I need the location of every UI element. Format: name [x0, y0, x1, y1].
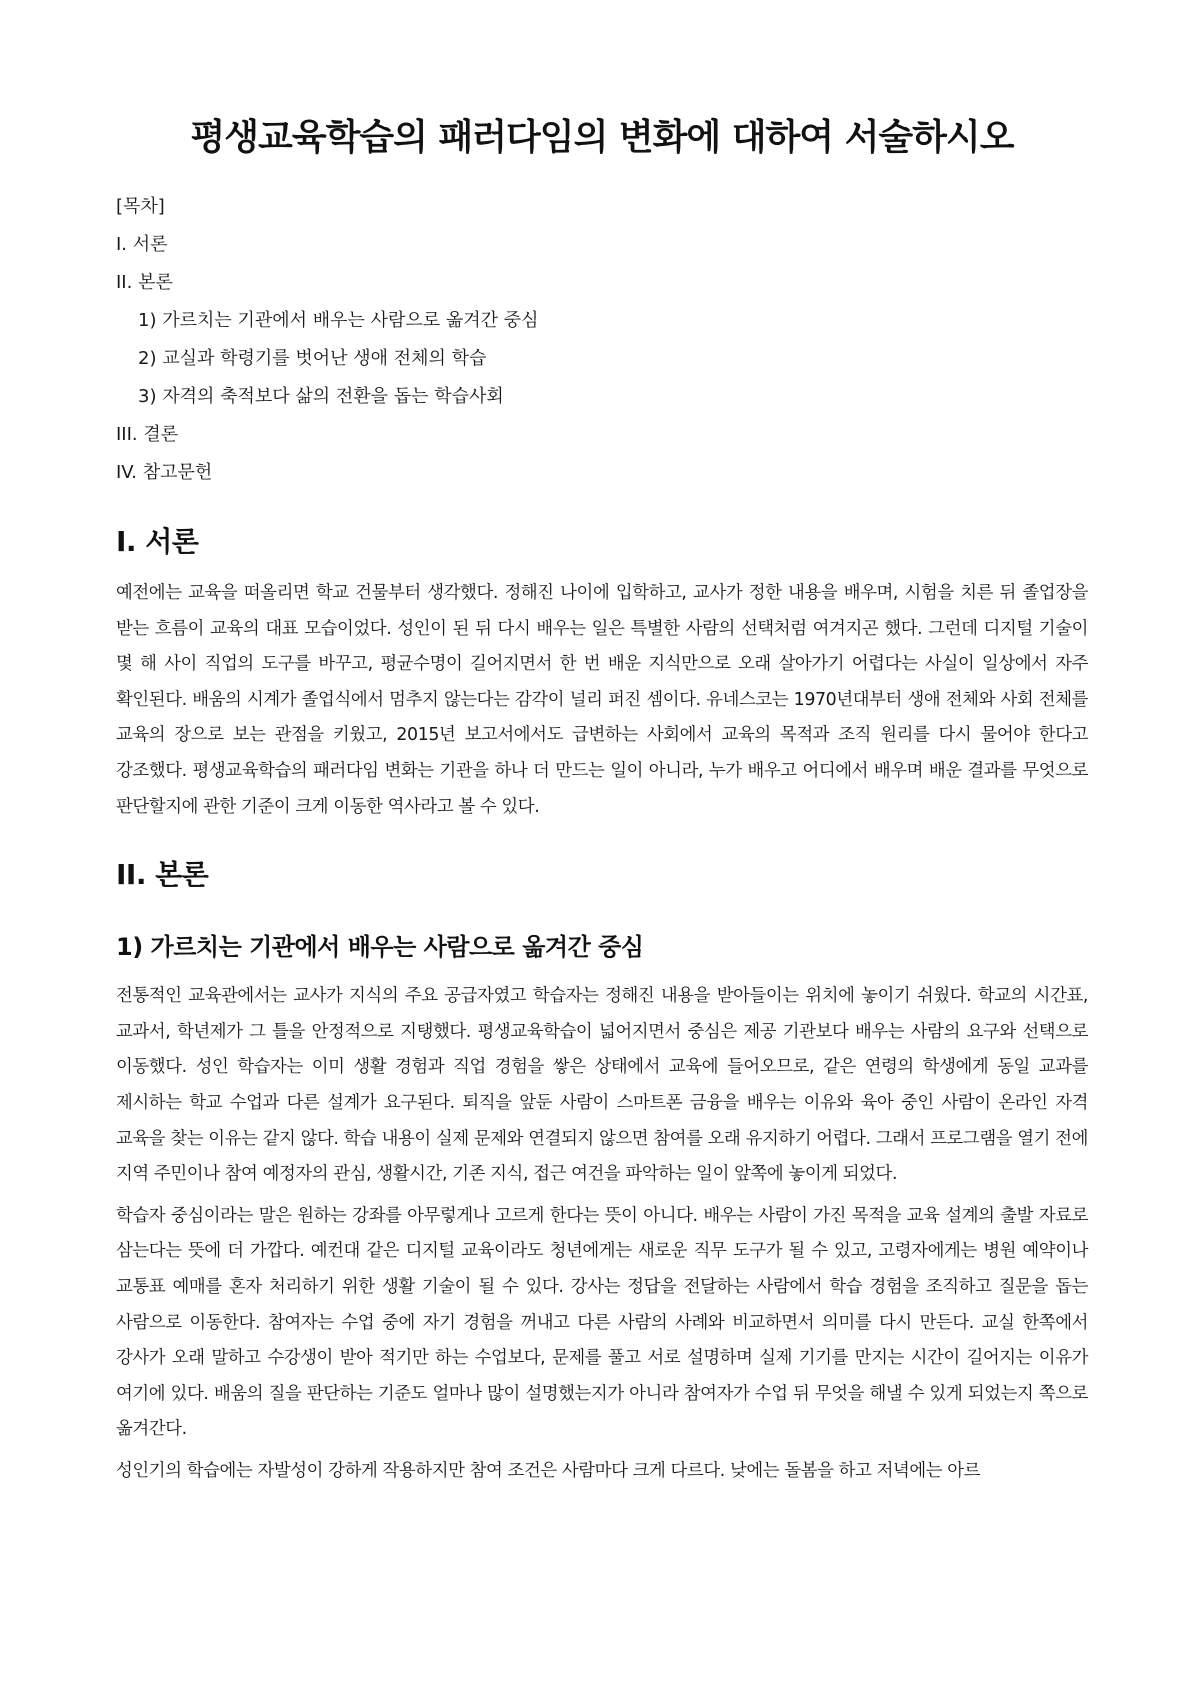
table-of-contents	[116, 188, 1088, 492]
body-paragraph: 성인기의 학습에는 자발성이 강하게 작용하지만 참여 조건은 사람마다 크게 다르다. 낮에는 돌봄을 하고 저녁에는 아르	[116, 1460, 981, 1481]
toc-item: III. 결론	[116, 424, 179, 445]
subsection-heading-1: 1) 가르치는 기관에서 배우는 사람으로 옮겨간 중심	[116, 933, 644, 962]
toc-item: II. 본론	[116, 272, 173, 293]
section-heading-intro: I. 서론	[116, 525, 199, 558]
body-paragraph: 학습자 중심이라는 말은 원하는 강좌를 아무렇게나 고르게 한다는 뜻이 아니다. 배우는 사람이 가진 목적을 교육 설계의 출발 자료로 삼는다는 뜻에 더 가깝다. 예컨대 같은 디지털 교육이라도 청년에게는 새로운 직무 도구가 될 수 있고, 고령자에게는 병원 예약이나 교통표 예매를 혼자 처리하기 위한 생활 기술이 될 수 있다. 강사는 정답을 전달하는 사람에서 학습 경험을 조직하고 질문을 돕는 사람으로 이동한다. 참여자는 수업 중에 자기 경험을 꺼내고 다른 사람의 사례와 비교하면서 의미를 다시 만든다. 교실 한쪽에서 강사가 오래 말하고 수강생이 받아 적기만 하는 수업보다, 문제를 풀고 서로 설명하며 실제 기기를 만지는 시간이 길어지는 이유가 여기에 있다. 배움의 질을 판단하는 기준도 얼마나 많이 설명했는지가 아니라 참여자가 수업 뒤 무엇을 해낼 수 있게 되었는지 쪽으로 옮겨간다.	[116, 1205, 1088, 1440]
toc-item: IV. 참고문헌	[116, 462, 213, 483]
section-heading-body: II. 본론	[116, 858, 209, 892]
document-title: 평생교육학습의 패러다임의 변화에 대하여 서술하시오	[190, 117, 1014, 158]
toc-item: 1) 가르치는 기관에서 배우는 사람으로 옮겨간 중심	[138, 310, 539, 331]
toc-item: 2) 교실과 학령기를 벗어난 생애 전체의 학습	[138, 348, 487, 369]
toc-item: 3) 자격의 축적보다 삶의 전환을 돕는 학습사회	[138, 386, 504, 407]
body-paragraph: 전통적인 교육관에서는 교사가 지식의 주요 공급자였고 학습자는 정해진 내용을 받아들이는 위치에 놓이기 쉬웠다. 학교의 시간표, 교과서, 학년제가 그 틀을 안정적으로 지탱했다. 평생교육학습이 넓어지면서 중심은 제공 기관보다 배우는 사람의 요구와 선택으로 이동했다. 성인 학습자는 이미 생활 경험과 직업 경험을 쌓은 상태에서 교육에 들어오므로, 같은 연령의 학생에게 동일 교과를 제시하는 학교 수업과 다른 설계가 요구된다. 퇴직을 앞둔 사람이 스마트폰 금융을 배우는 이유와 육아 중인 사람이 온라인 자격 교육을 찾는 이유는 같지 않다. 학습 내용이 실제 문제와 연결되지 않으면 참여를 오래 유지하기 어렵다. 그래서 프로그램을 열기 전에 지역 주민이나 참여 예정자의 관심, 생활시간, 기존 지식, 접근 여건을 파악하는 일이 앞쪽에 놓이게 되었다.	[116, 986, 1088, 1185]
toc-heading: [목차]	[116, 196, 165, 217]
intro-paragraph: 예전에는 교육을 떠올리면 학교 건물부터 생각했다. 정해진 나이에 입학하고, 교사가 정한 내용을 배우며, 시험을 치른 뒤 졸업장을 받는 흐름이 교육의 대표 모습이었다. 성인이 된 뒤 다시 배우는 일은 특별한 사람의 선택처럼 여겨지곤 했다. 그런데 디지털 기술이 몇 해 사이 직업의 도구를 바꾸고, 평균수명이 길어지면서 한 번 배운 지식만으로 오래 살아가기 어렵다는 사실이 일상에서 자주 확인된다. 배움의 시계가 졸업식에서 멈추지 않는다는 감각이 널리 퍼진 셈이다. 유네스코는 1970년대부터 생애 전체와 사회 전체를 교육의 장으로 보는 관점을 키웠고, 2015년 보고서에서도 급변하는 사회에서 교육의 목적과 조직 원리를 다시 물어야 한다고 강조했다. 평생교육학습의 패러다임 변화는 기관을 하나 더 만드는 일이 아니라, 누가 배우고 어디에서 배우며 배운 결과를 무엇으로 판단할지에 관한 기준이 크게 이동한 역사라고 볼 수 있다.	[116, 583, 1088, 817]
toc-item: I. 서론	[116, 234, 168, 255]
